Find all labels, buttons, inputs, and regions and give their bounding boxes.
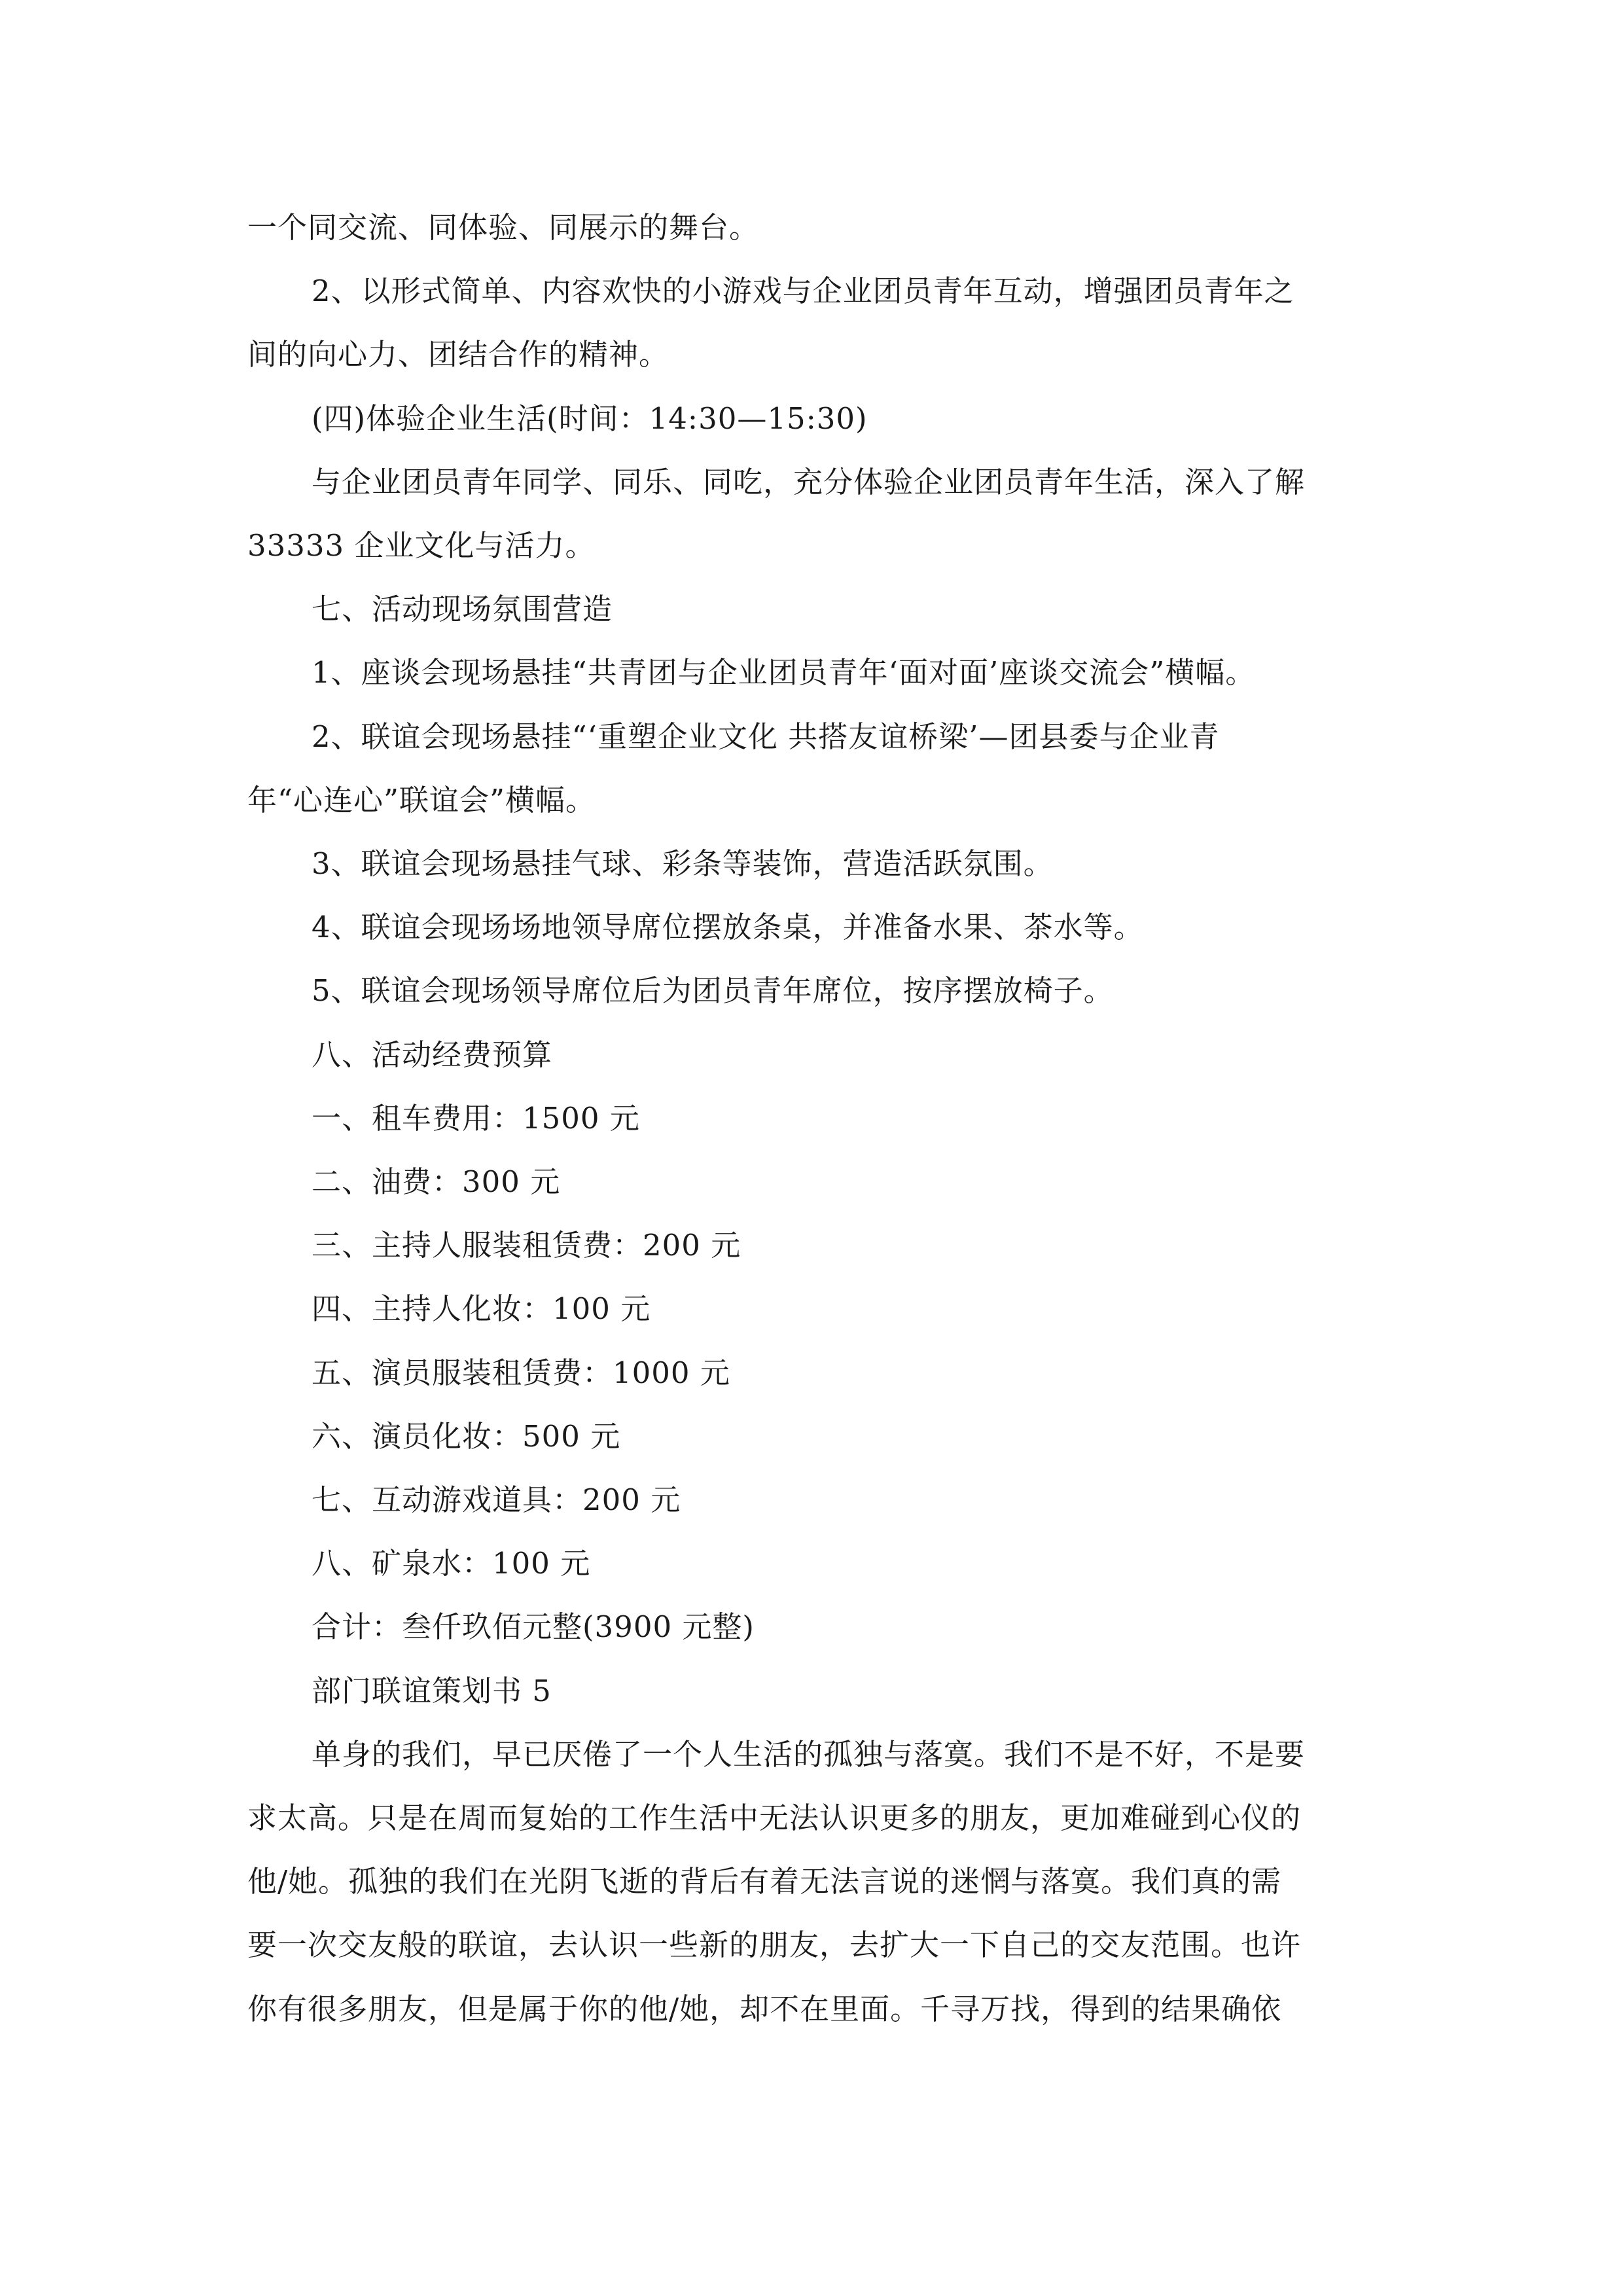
- budget-item: 七、互动游戏道具：200 元: [312, 1482, 681, 1517]
- text-line: 2、以形式简单、内容欢快的小游戏与企业团员青年互动，增强团员青年之: [312, 274, 1294, 308]
- text-line: 年“心连心”联谊会”横幅。: [247, 783, 596, 817]
- text-line: 与企业团员青年同学、同乐、同吃，充分体验企业团员青年生活，深入了解: [312, 465, 1306, 499]
- text-line: 一个同交流、同体验、同展示的舞台。: [247, 210, 760, 245]
- budget-total: 合计：叁仟玖佰元整(3900 元整): [312, 1609, 755, 1644]
- text-line: 单身的我们，早已厌倦了一个人生活的孤独与落寞。我们不是不好，不是要: [312, 1737, 1306, 1772]
- text-line: 他/她。孤独的我们在光阴飞逝的背后有着无法言说的迷惘与落寞。我们真的需: [247, 1864, 1282, 1899]
- section-title: 部门联谊策划书 5: [312, 1674, 552, 1708]
- budget-item: 二、油费：300 元: [312, 1164, 561, 1199]
- section-heading: 七、活动现场氛围营造: [312, 592, 613, 626]
- text-line: 要一次交友般的联谊，去认识一些新的朋友，去扩大一下自己的交友范围。也许: [247, 1928, 1302, 1962]
- budget-item: 三、主持人服装租赁费：200 元: [312, 1228, 741, 1263]
- text-line: 5、联谊会现场领导席位后为团员青年席位，按序摆放椅子。: [312, 973, 1114, 1008]
- text-line: 间的向心力、团结合作的精神。: [247, 337, 669, 372]
- budget-item: 五、演员服装租赁费：1000 元: [312, 1355, 730, 1390]
- section-heading: (四)体验企业生活(时间：14:30—15:30): [312, 401, 868, 436]
- budget-item: 一、租车费用：1500 元: [312, 1101, 640, 1136]
- text-line: 33333 企业文化与活力。: [247, 528, 596, 563]
- text-line: 求太高。只是在周而复始的工作生活中无法认识更多的朋友，更加难碰到心仪的: [247, 1801, 1302, 1835]
- text-line: 2、联谊会现场悬挂“‘重塑企业文化 共搭友谊桥梁’—团县委与企业青: [312, 719, 1220, 754]
- text-line: 4、联谊会现场场地领导席位摆放条桌，并准备水果、茶水等。: [312, 910, 1144, 944]
- text-line: 3、联谊会现场悬挂气球、彩条等装饰，营造活跃氛围。: [312, 846, 1054, 881]
- budget-item: 四、主持人化妆：100 元: [312, 1291, 651, 1326]
- text-line: 1、座谈会现场悬挂“共青团与企业团员青年‘面对面’座谈交流会”横幅。: [312, 655, 1256, 690]
- text-line: 你有很多朋友，但是属于你的他/她，却不在里面。千寻万找，得到的结果确依: [247, 1992, 1282, 2026]
- budget-item: 八、矿泉水：100 元: [312, 1546, 591, 1581]
- section-heading: 八、活动经费预算: [312, 1037, 553, 1072]
- budget-item: 六、演员化妆：500 元: [312, 1419, 621, 1454]
